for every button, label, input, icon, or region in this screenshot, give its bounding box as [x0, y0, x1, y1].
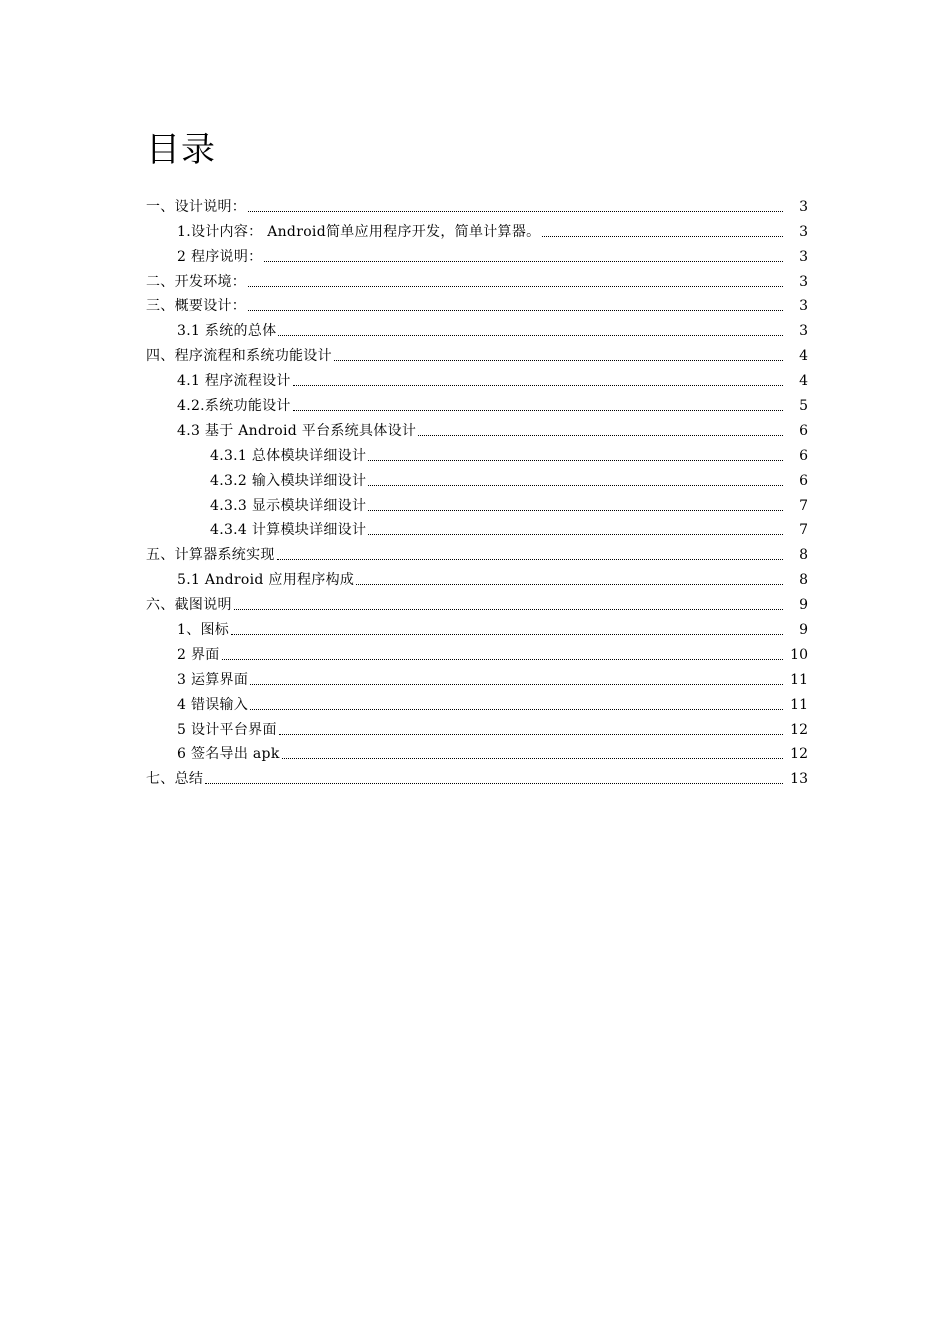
- toc-entry-page: 7: [799, 497, 808, 514]
- toc-entry-page: 6: [799, 422, 808, 439]
- toc-entry[interactable]: [146, 340, 808, 365]
- toc-entry-page: 3: [799, 273, 808, 290]
- toc-entry-label: 3 运算界面: [177, 671, 249, 688]
- toc-entry[interactable]: [146, 689, 808, 714]
- toc-entry[interactable]: [146, 515, 808, 540]
- toc-entry-page: 11: [790, 696, 808, 713]
- toc-dot-leader: [222, 646, 783, 664]
- toc-entry-label: 4.2.系统功能设计: [177, 398, 291, 415]
- toc-entry[interactable]: [146, 415, 808, 440]
- toc-entry-label: 6 签名导出 apk: [177, 746, 280, 763]
- toc-entry[interactable]: [146, 390, 808, 415]
- toc-entry-label: 五、计算器系统实现: [146, 547, 275, 564]
- toc-entry-page: 4: [799, 373, 808, 390]
- toc-entry-label: 4.3.4 计算模块详细设计: [210, 522, 367, 539]
- toc-entry-page: 13: [790, 771, 808, 788]
- toc-entry-page: 11: [790, 671, 808, 688]
- toc-entry-label: 一、设计说明：: [146, 198, 247, 215]
- toc-entry-label: 2 界面: [177, 646, 220, 663]
- toc-dot-leader: [418, 422, 783, 440]
- toc-dot-leader: [293, 372, 783, 390]
- toc-dot-leader: [264, 248, 783, 266]
- toc-entry[interactable]: [146, 365, 808, 390]
- toc-entry[interactable]: [146, 763, 808, 788]
- toc-dot-leader: [334, 347, 783, 365]
- toc-dot-leader: [248, 198, 783, 216]
- toc-entry[interactable]: [146, 241, 808, 266]
- toc-entry[interactable]: [146, 714, 808, 739]
- toc-dot-leader: [234, 596, 783, 614]
- toc-dot-leader: [250, 671, 783, 689]
- toc-entry-label: 三、概要设计：: [146, 298, 247, 315]
- toc-entry[interactable]: [146, 739, 808, 764]
- toc-dot-leader: [542, 223, 783, 241]
- toc-entry-page: 3: [799, 223, 808, 240]
- toc-dot-leader: [248, 273, 783, 291]
- toc-entry[interactable]: [146, 465, 808, 490]
- toc-dot-leader: [368, 521, 783, 539]
- toc-entry-page: 8: [799, 572, 808, 589]
- page-title: 目录: [146, 130, 216, 170]
- toc-entry-label: 四、程序流程和系统功能设计: [146, 348, 332, 365]
- toc-entry[interactable]: [146, 614, 808, 639]
- toc-dot-leader: [368, 447, 783, 465]
- toc-dot-leader: [279, 721, 783, 739]
- toc-entry-label: 4 错误输入: [177, 696, 249, 713]
- toc-dot-leader: [278, 322, 783, 340]
- toc-entry-page: 7: [799, 522, 808, 539]
- toc-entry-page: 3: [799, 198, 808, 215]
- toc-dot-leader: [277, 546, 783, 564]
- toc-entry-page: 9: [799, 622, 808, 639]
- toc-entry[interactable]: [146, 266, 808, 291]
- toc-entry-label: 5.1 Android 应用程序构成: [177, 572, 355, 589]
- toc-entry[interactable]: [146, 315, 808, 340]
- toc-entry-label: 六、截图说明: [146, 597, 232, 614]
- toc-entry-label: 4.3.1 总体模块详细设计: [210, 447, 367, 464]
- toc-entry-page: 3: [799, 298, 808, 315]
- toc-entry[interactable]: [146, 291, 808, 316]
- toc-entry-label: 1、图标: [177, 622, 230, 639]
- toc-entry-label: 4.3.2 输入模块详细设计: [210, 472, 367, 489]
- toc-dot-leader: [205, 770, 783, 788]
- toc-entry[interactable]: [146, 564, 808, 589]
- toc-entry[interactable]: [146, 664, 808, 689]
- toc-entry-page: 9: [799, 597, 808, 614]
- toc-entry-page: 12: [790, 721, 808, 738]
- toc-entry-label: 3.1 系统的总体: [177, 323, 277, 340]
- toc-entry-label: 2 程序说明：: [177, 248, 263, 265]
- toc-dot-leader: [368, 472, 783, 490]
- toc-entry-page: 3: [799, 323, 808, 340]
- toc-dot-leader: [282, 745, 783, 763]
- table-of-contents: [146, 191, 808, 788]
- toc-entry-page: 8: [799, 547, 808, 564]
- toc-entry-label: 七、总结: [146, 771, 204, 788]
- toc-dot-leader: [248, 297, 783, 315]
- toc-entry-label: 4.1 程序流程设计: [177, 373, 291, 390]
- toc-entry-label: 5 设计平台界面: [177, 721, 277, 738]
- toc-entry-label: 4.3 基于 Android 平台系统具体设计: [177, 422, 417, 439]
- toc-entry-label: 4.3.3 显示模块详细设计: [210, 497, 367, 514]
- toc-entry-page: 3: [799, 248, 808, 265]
- toc-entry-page: 6: [799, 447, 808, 464]
- toc-entry-label: 1.设计内容： Android简单应用程序开发，简单计算器。: [177, 223, 541, 240]
- toc-entry-label: 二、开发环境：: [146, 273, 247, 290]
- toc-entry[interactable]: [146, 589, 808, 614]
- toc-entry-page: 4: [799, 348, 808, 365]
- toc-dot-leader: [231, 621, 783, 639]
- toc-entry-page: 10: [790, 646, 808, 663]
- toc-dot-leader: [250, 696, 783, 714]
- toc-dot-leader: [356, 571, 783, 589]
- toc-entry[interactable]: [146, 639, 808, 664]
- toc-entry-page: 6: [799, 472, 808, 489]
- toc-entry[interactable]: [146, 191, 808, 216]
- toc-entry-page: 12: [790, 746, 808, 763]
- toc-entry[interactable]: [146, 490, 808, 515]
- toc-entry[interactable]: [146, 216, 808, 241]
- toc-entry-page: 5: [799, 398, 808, 415]
- toc-entry[interactable]: [146, 539, 808, 564]
- toc-entry[interactable]: [146, 440, 808, 465]
- toc-dot-leader: [293, 397, 783, 415]
- toc-dot-leader: [368, 497, 783, 515]
